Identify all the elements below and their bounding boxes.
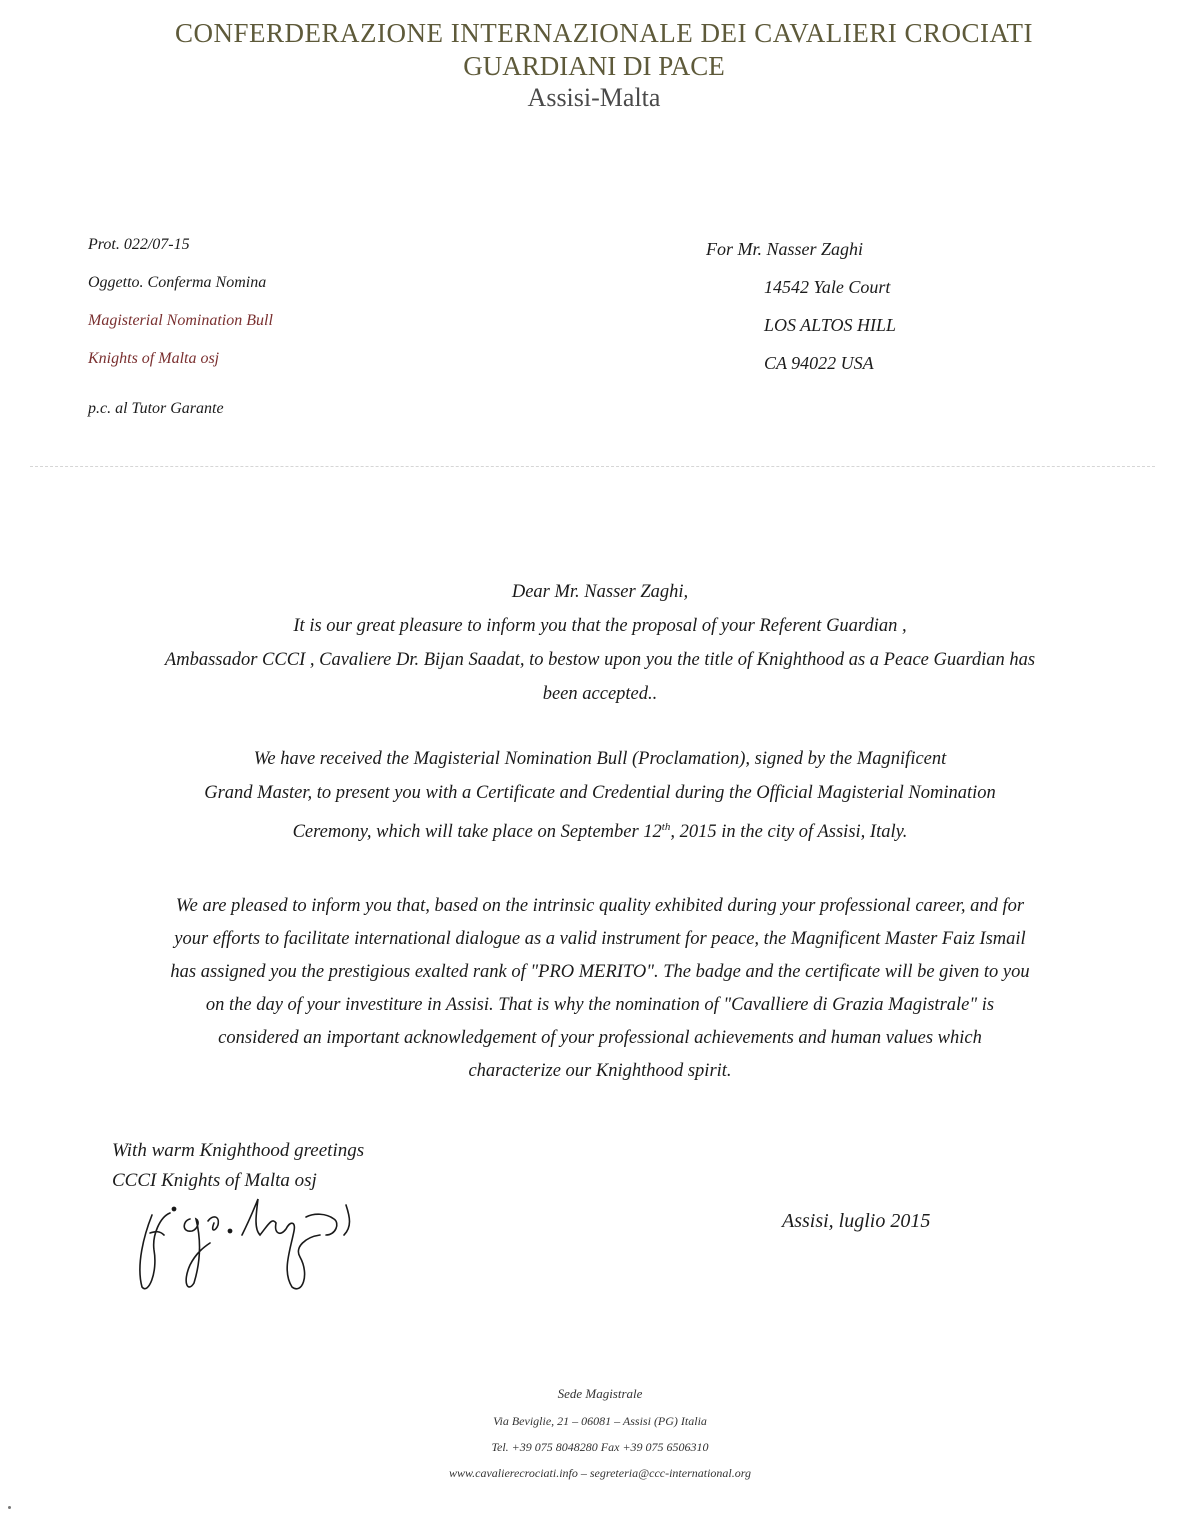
letterhead-subtitle: GUARDIANI DI PACE: [463, 51, 725, 81]
subject-line-2: Magisterial Nomination Bull: [88, 312, 273, 329]
footer-phone: Tel. +39 075 8048280 Fax +39 075 6506310: [491, 1440, 709, 1454]
footer-seat: Sede Magistrale: [557, 1386, 643, 1401]
cc-line: p.c. al Tutor Garante: [88, 400, 224, 417]
subject-line: Oggetto. Conferma Nomina: [88, 274, 267, 291]
divider: [30, 466, 1155, 467]
handwritten-signature: [130, 1195, 360, 1295]
ordinal-suffix: th: [661, 821, 671, 833]
paragraph-1: [70, 575, 1130, 711]
recipient-city: LOS ALTOS HILL: [764, 315, 897, 335]
footer-address: Via Beviglie, 21 – 06081 – Assisi (PG) Italia: [493, 1414, 707, 1428]
paragraph-3-line: on the day of your investiture in Assisi. That is why the nomination of "Cavalliere di Grazia Magistrale" is: [205, 995, 995, 1015]
paragraph-2: [70, 742, 1130, 849]
reference-block: [88, 233, 273, 435]
recipient-state-zip: CA 94022 USA: [764, 353, 874, 373]
footer: [300, 1380, 900, 1486]
salutation: Dear Mr. Nasser Zaghi,: [511, 582, 689, 602]
protocol-number: Prot. 022/07-15: [88, 236, 190, 253]
paragraph-2-line: Grand Master, to present you with a Certificate and Credential during the Official Magisterial Nomination: [204, 783, 996, 803]
paragraph-3-line: has assigned you the prestigious exalted rank of "PRO MERITO". The badge and the certificate will be given to you: [170, 962, 1030, 982]
paragraph-3-line: considered an important acknowledgement of your professional achievements and human values which: [218, 1028, 982, 1048]
recipient-address: [706, 236, 896, 388]
scan-speck: [8, 1506, 11, 1509]
closing-organization: CCCI Knights of Malta osj: [112, 1170, 317, 1191]
place-and-date: Assisi, luglio 2015: [782, 1210, 931, 1232]
footer-web: www.cavalierecrociati.info – segreteria@ccc-international.org: [449, 1466, 751, 1480]
paragraph-1-line: Ambassador CCCI , Cavaliere Dr. Bijan Saadat, to bestow upon you the title of Knighthood as a Peace Guardian has: [164, 650, 1036, 670]
paragraph-2-line: [70, 810, 1130, 849]
paragraph-3-line: your efforts to facilitate international dialogue as a valid instrument for peace, the Magnificent Master Faiz Ismail: [174, 929, 1026, 949]
letterhead-location: Assisi-Malta: [527, 83, 661, 112]
recipient-street: 14542 Yale Court: [764, 277, 891, 297]
closing-greeting: With warm Knighthood greetings: [112, 1140, 365, 1161]
ceremony-text-end: , 2015 in the city of Assisi, Italy.: [670, 822, 908, 843]
paragraph-1-line: It is our great pleasure to inform you that the proposal of your Referent Guardian ,: [293, 616, 907, 636]
ceremony-text: Ceremony, which will take place on September 12: [292, 822, 662, 843]
paragraph-1-line: been accepted..: [542, 684, 658, 704]
paragraph-3: [70, 890, 1130, 1088]
letterhead: [0, 16, 1188, 114]
closing-block: [112, 1136, 364, 1196]
paragraph-3-line: We are pleased to inform you that, based on the intrinsic quality exhibited during your professional career, and for: [175, 896, 1025, 916]
paragraph-2-line: We have received the Magisterial Nomination Bull (Proclamation), signed by the Magnificent: [253, 749, 947, 769]
letterhead-org-name: CONFERDERAZIONE INTERNAZIONALE DEI CAVALIERI CROCIATI: [175, 18, 1033, 48]
subject-line-3: Knights of Malta osj: [88, 350, 220, 367]
paragraph-3-line: characterize our Knighthood spirit.: [468, 1061, 732, 1081]
recipient-name: For Mr. Nasser Zaghi: [706, 239, 864, 259]
